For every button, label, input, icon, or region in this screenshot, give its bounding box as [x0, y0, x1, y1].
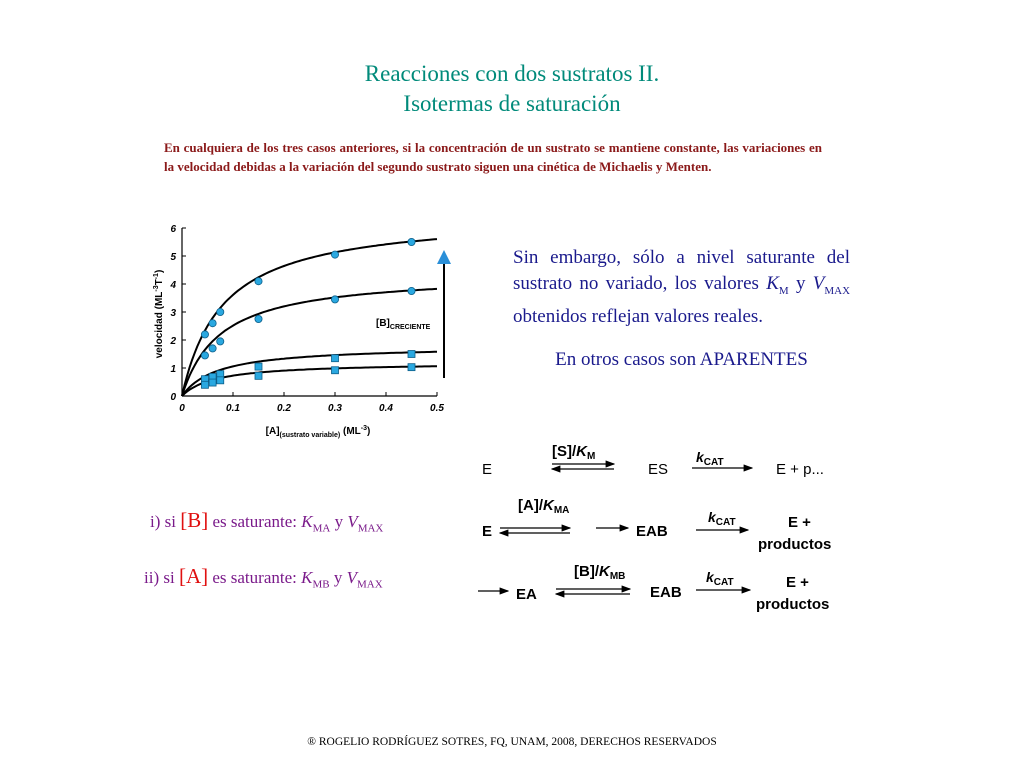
- scheme3-left: EA: [516, 586, 537, 603]
- data-point: [201, 331, 208, 338]
- intro-paragraph: En cualquiera de los tres casos anteriores, si la concentración de un sustrato se mantiene constante, las variaciones en la velocidad debidas a la variación del segundo sustrato siguen una cinética de Michaelis y Menten.: [164, 140, 822, 174]
- data-point: [331, 296, 338, 303]
- x-tick-label: 0: [179, 403, 185, 414]
- scheme2-mid: EAB: [636, 523, 668, 540]
- data-point: [332, 355, 339, 362]
- x-tick-label: 0.1: [226, 403, 240, 414]
- data-point: [217, 377, 224, 384]
- scheme2-right2: productos: [758, 536, 832, 553]
- footer-copyright: ® ROGELIO RODRÍGUEZ SOTRES, FQ, UNAM, 2008, DERECHOS RESERVADOS: [307, 736, 717, 748]
- y-tick-label: 5: [170, 252, 176, 263]
- scheme1-mid: ES: [648, 461, 669, 478]
- data-point: [201, 381, 208, 388]
- data-point: [408, 351, 415, 358]
- y-axis-label: velocidad $(ML^{-3}T^{-1})$: [153, 269, 165, 359]
- data-point: [209, 320, 216, 327]
- scheme3-kcat: $k_{CAT}$: [706, 569, 734, 588]
- scheme2-eq-label: $[A]/K_{MA}$: [518, 497, 570, 516]
- slide-title-line2: Isotermas de saturación: [403, 91, 621, 116]
- data-point: [331, 251, 338, 258]
- data-point: [255, 315, 262, 322]
- annotation-b-creciente: $[B]_{CRECIENTE}$: [376, 318, 431, 331]
- scheme-3: [478, 563, 829, 613]
- data-point: [332, 367, 339, 374]
- scheme3-right1: E +: [786, 574, 809, 591]
- scheme1-kcat: $k_{CAT}$: [696, 449, 724, 468]
- x-tick-label: 0.3: [328, 403, 342, 414]
- case-ii: ii) si [A] es saturante: $K_{MB}$ y $V_{MAX}$: [144, 564, 383, 591]
- scheme3-right2: productos: [756, 596, 830, 613]
- data-point: [255, 363, 262, 370]
- y-tick-label: 6: [170, 224, 176, 235]
- apparent-note: En otros casos son APARENTES: [555, 349, 808, 370]
- scheme1-eq-label: $[S]/K_M$: [552, 443, 596, 462]
- scheme-1: [482, 443, 824, 478]
- saturation-chart: [148, 218, 458, 440]
- data-point: [209, 379, 216, 386]
- scheme2-left: E: [482, 523, 493, 540]
- x-tick-label: 0.5: [430, 403, 444, 414]
- scheme3-eq-label: $[B]/K_{MB}$: [574, 563, 626, 582]
- y-tick-label: 4: [170, 280, 176, 291]
- scheme1-left: E: [482, 461, 493, 478]
- note-paragraph: Sin embargo, sólo a nivel saturante del sustrato no variado, los valores $K_M$ y $V_{MAX}$ obtenidos reflejan valores reales.: [513, 247, 851, 327]
- data-point: [255, 372, 262, 379]
- scheme-2: [482, 497, 831, 553]
- case-i: i) si [B] es saturante: $K_{MA}$ y $V_{MAX}$: [150, 508, 384, 535]
- y-tick-label: 1: [170, 364, 176, 375]
- y-tick-label: 2: [170, 336, 176, 347]
- data-point: [201, 352, 208, 359]
- y-tick-label: 0: [170, 392, 176, 403]
- scheme3-mid: EAB: [650, 584, 682, 601]
- x-tick-label: 0.2: [277, 403, 291, 414]
- y-tick-label: 3: [170, 308, 176, 319]
- data-point: [209, 345, 216, 352]
- data-point: [408, 287, 415, 294]
- data-point: [217, 338, 224, 345]
- slide-title-line1: Reacciones con dos sustratos II.: [364, 61, 660, 86]
- data-point: [408, 238, 415, 245]
- reaction-schemes: [470, 436, 870, 616]
- data-point: [217, 308, 224, 315]
- scheme1-right: E + p...: [776, 461, 824, 478]
- x-tick-label: 0.4: [379, 403, 393, 414]
- scheme2-right1: E +: [788, 514, 811, 531]
- data-point: [255, 278, 262, 285]
- x-axis-label: $[A]_{(sustrato variable)}$ $(ML^{-3})$: [265, 425, 371, 439]
- increasing-arrow-head: [437, 250, 451, 264]
- scheme2-kcat: $k_{CAT}$: [708, 509, 736, 528]
- data-point: [408, 364, 415, 371]
